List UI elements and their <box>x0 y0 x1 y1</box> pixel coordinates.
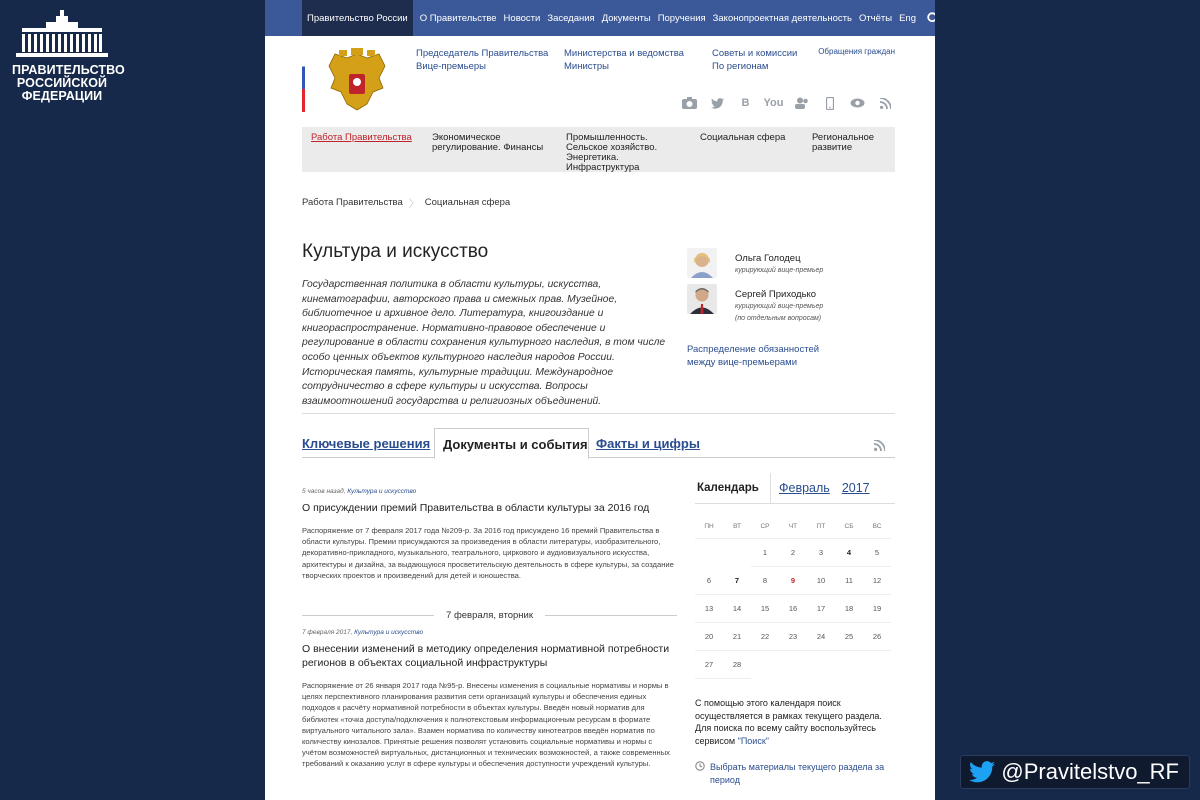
calendar-year[interactable]: 2017 <box>841 481 870 495</box>
link-appeals[interactable]: Обращения граждан <box>818 47 895 56</box>
tricolor-bar <box>302 44 305 112</box>
news-category[interactable]: Культура и искусство <box>347 488 417 495</box>
calendar-day[interactable]: 1 <box>751 539 779 567</box>
tab-documents-events[interactable]: Документы и события <box>434 428 589 459</box>
calendar-day[interactable]: 27 <box>695 651 723 679</box>
breadcrumb <box>302 195 510 210</box>
calendar-weekday: ВС <box>863 515 891 539</box>
duties-link[interactable]: Распределение обязанностей между вице-премьерами <box>687 344 820 368</box>
brand-line: ПРАВИТЕЛЬСТВО <box>12 63 125 77</box>
calendar-title: Календарь <box>695 473 771 504</box>
link-regions[interactable]: По регионам <box>712 61 769 72</box>
coat-of-arms-icon[interactable] <box>327 48 387 114</box>
vice-premier-name[interactable]: Сергей Приходько <box>735 289 817 300</box>
section-government-work[interactable]: Работа Правительства <box>311 132 412 143</box>
nav-about[interactable]: О Правительстве <box>419 12 497 24</box>
section-regional[interactable]: Региональное развитие <box>812 132 875 153</box>
site-header <box>265 36 935 126</box>
twitter-badge[interactable] <box>960 755 1190 789</box>
calendar-day[interactable]: 9 <box>779 567 807 595</box>
calendar-day[interactable]: 14 <box>723 595 751 623</box>
twitter-handle: @Pravitelstvo_RF <box>1001 759 1179 784</box>
news-time: 7 февраля 2017, <box>302 629 353 636</box>
calendar-weekday: ПН <box>695 515 723 539</box>
nav-instructions[interactable]: Поручения <box>657 12 706 24</box>
breadcrumb-item[interactable]: Работа Правительства <box>302 197 403 208</box>
vice-premiers <box>687 248 837 328</box>
section-economy[interactable]: Экономическое регулирование. Финансы <box>432 132 544 153</box>
people-icon[interactable] <box>794 96 809 110</box>
calendar-day[interactable]: 25 <box>835 623 863 651</box>
nav-meetings[interactable]: Заседания <box>547 12 595 24</box>
news-text: Распоряжение от 7 февраля 2017 года №209-р. За 2016 год присуждено 16 премий Правительства в области культуры. Премии присуждаются за произведения в области литературы, изобразительного, декоративно-прикладного, музыкального, театрального, циркового и аудиовизуального искусства, архитектуры и дизайна, за выдающуюся просветительскую деятельность в сфере культуры, за создание творческих проектов и произведений для детей и юношества. <box>302 526 674 580</box>
link-ministries[interactable]: Министерства и ведомства <box>564 48 684 59</box>
calendar-empty-cell <box>835 651 863 679</box>
calendar-day[interactable]: 13 <box>695 595 723 623</box>
chevron-right-icon: 〉 <box>408 199 419 210</box>
calendar-day[interactable]: 23 <box>779 623 807 651</box>
calendar-empty-cell <box>863 651 891 679</box>
search-icon[interactable] <box>927 12 935 25</box>
day-separator <box>302 608 677 622</box>
calendar-day[interactable]: 4 <box>835 539 863 567</box>
news-text: Распоряжение от 26 января 2017 года №95-р. Внесены изменения в социальные нормативы и нормы в целях перспективного планирования развития сети организаций культуры и обеспечения единых подходов к расчёту нормативной потребности в объектах культуры. Введён новый норматив для библиотек «точка доступа/подключения к полнотекстовым информационным ресурсам в формате виртуального читального зала». Взамен норматива по количеству кинотеатров введён норматив по количеству кинозалов. Принятые решения позволят установить социальные нормативы и нормы с учётом возможностей виртуальных, дистанционных и технических возможностей, а также современных требований к оказанию услуг в сфере культуры и обеспечения доступности учреждений культуры. <box>302 681 670 769</box>
calendar-day[interactable]: 5 <box>863 539 891 567</box>
eye-icon[interactable] <box>850 96 865 110</box>
news-title[interactable]: О внесении изменений в методику определения нормативной потребности регионов в объектах социальной инфраструктуры <box>302 643 670 669</box>
divider <box>302 615 434 616</box>
vk-icon[interactable]: B <box>741 97 750 109</box>
tab-key-decisions[interactable]: Ключевые решения <box>302 436 431 451</box>
calendar-empty-cell <box>695 539 723 567</box>
calendar-day[interactable]: 8 <box>751 567 779 595</box>
section-social[interactable]: Социальная сфера <box>700 132 786 143</box>
calendar-empty-cell <box>807 651 835 679</box>
link-ministers[interactable]: Министры <box>564 61 609 72</box>
news-title[interactable]: О присуждении премий Правительства в области культуры за 2016 год <box>302 502 650 514</box>
calendar-day[interactable]: 24 <box>807 623 835 651</box>
youtube-icon[interactable] <box>763 96 784 110</box>
divider <box>302 413 895 414</box>
link-councils[interactable]: Советы и комиссии <box>712 48 798 59</box>
nav-news[interactable]: Новости <box>503 12 541 24</box>
vice-premier-role: курирующий вице-премьер <box>735 267 824 274</box>
calendar-day[interactable]: 15 <box>751 595 779 623</box>
page-title: Культура и искусство <box>302 241 489 262</box>
vice-premier-card[interactable] <box>687 248 837 278</box>
rss-icon[interactable] <box>878 96 893 110</box>
nav-reports[interactable]: Отчёты <box>858 12 893 24</box>
select-period-link[interactable] <box>695 761 895 786</box>
nav-documents[interactable]: Документы <box>601 12 651 24</box>
calendar-day[interactable]: 28 <box>723 651 751 679</box>
calendar-month[interactable]: Февраль <box>779 481 830 495</box>
calendar-day[interactable]: 2 <box>779 539 807 567</box>
calendar-day[interactable]: 22 <box>751 623 779 651</box>
calendar-day[interactable]: 19 <box>863 595 891 623</box>
day-label: 7 февраля, вторник <box>446 609 533 621</box>
breadcrumb-item[interactable]: Социальная сфера <box>424 197 511 208</box>
calendar-weekday: ВТ <box>723 515 751 539</box>
calendar-weekday: СР <box>751 515 779 539</box>
news-meta <box>302 629 677 636</box>
section-industry[interactable]: Промышленность. Сельское хозяйство. Энергетика. Инфраструктура <box>566 132 658 173</box>
calendar-weekday: ЧТ <box>779 515 807 539</box>
calendar-day[interactable]: 7 <box>723 567 751 595</box>
tab-facts-figures[interactable]: Факты и цифры <box>596 436 700 451</box>
calendar-day[interactable]: 12 <box>863 567 891 595</box>
calendar-day[interactable]: 17 <box>807 595 835 623</box>
vice-premier-note: (по отдельным вопросам) <box>735 315 822 322</box>
calendar-note <box>695 697 895 747</box>
news-meta <box>302 488 677 495</box>
calendar-header <box>695 473 895 504</box>
rss-icon[interactable] <box>874 438 885 456</box>
calendar-grid <box>695 515 895 679</box>
calendar-day[interactable]: 11 <box>835 567 863 595</box>
link-chairman[interactable]: Председатель Правительства <box>416 48 549 59</box>
content-tabs <box>302 428 895 458</box>
nav-government-russia[interactable]: Правительство России <box>302 0 413 36</box>
vice-premier-role: курирующий вице-премьер <box>735 303 824 310</box>
calendar-day[interactable]: 10 <box>807 567 835 595</box>
calendar-empty-cell <box>723 539 751 567</box>
avatar <box>687 284 717 314</box>
social-icons <box>682 96 893 110</box>
twitter-bird-icon <box>969 761 995 783</box>
calendar-empty-cell <box>751 651 779 679</box>
brand-line: ФЕДЕРАЦИИ <box>21 89 103 103</box>
calendar-day[interactable]: 3 <box>807 539 835 567</box>
calendar-day[interactable]: 18 <box>835 595 863 623</box>
news-item <box>302 629 677 770</box>
news-time: 5 часов назад, <box>302 488 346 495</box>
camera-icon[interactable] <box>682 96 697 110</box>
calendar-day[interactable]: 6 <box>695 567 723 595</box>
mobile-icon[interactable] <box>822 96 837 110</box>
brand-line: РОССИЙСКОЙ <box>16 76 108 90</box>
nav-english[interactable]: Eng <box>899 12 916 24</box>
twitter-icon[interactable] <box>710 96 725 110</box>
youtube-label: You <box>763 97 784 109</box>
calendar-weekday: СБ <box>835 515 863 539</box>
section-nav <box>302 127 895 172</box>
calendar-day[interactable]: 16 <box>779 595 807 623</box>
page-lead: Государственная политика в области культуры, искусства, кинематографии, авторского права и смежных прав. Музейное, библиотечное и архивное дело. Литература, книгоиздание и книгораспространение. Нормативно-правовое обеспечение и регулирование в области сохранения культурного наследия, в том числе особо ценных объектов культурного наследия народов России. Историческая память, культурные традиции. Международное сотрудничество в сфере культуры и искусства. Вопросы взаимоотношений государства и религиозных объединений. <box>302 279 666 407</box>
search-service-link[interactable]: "Поиск" <box>737 735 769 746</box>
news-item <box>302 488 677 581</box>
calendar-empty-cell <box>779 651 807 679</box>
calendar-weekday: ПТ <box>807 515 835 539</box>
nav-legislation[interactable]: Законопроектная деятельность <box>712 12 852 24</box>
calendar-note-text: С помощью этого календаря поиск осуществляется в рамках текущего раздела. Для поиска по всему сайту воспользуйтесь сервисом <box>695 698 882 746</box>
divider <box>545 615 677 616</box>
select-period-label: Выбрать материалы текущего раздела за период <box>710 762 885 785</box>
vice-premier-card[interactable] <box>687 284 837 322</box>
calendar-day[interactable]: 26 <box>863 623 891 651</box>
news-category[interactable]: Культура и искусство <box>354 629 424 636</box>
calendar <box>695 473 895 786</box>
brand-logo[interactable] <box>12 10 125 103</box>
vice-premier-name[interactable]: Ольга Голодец <box>735 253 801 264</box>
calendar-day[interactable]: 20 <box>695 623 723 651</box>
government-building-icon <box>16 10 108 60</box>
avatar <box>687 248 717 278</box>
link-vice-premiers[interactable]: Вице-премьеры <box>416 61 487 72</box>
calendar-day[interactable]: 21 <box>723 623 751 651</box>
top-nav <box>265 0 935 36</box>
page <box>265 0 935 800</box>
clock-icon <box>695 761 705 786</box>
